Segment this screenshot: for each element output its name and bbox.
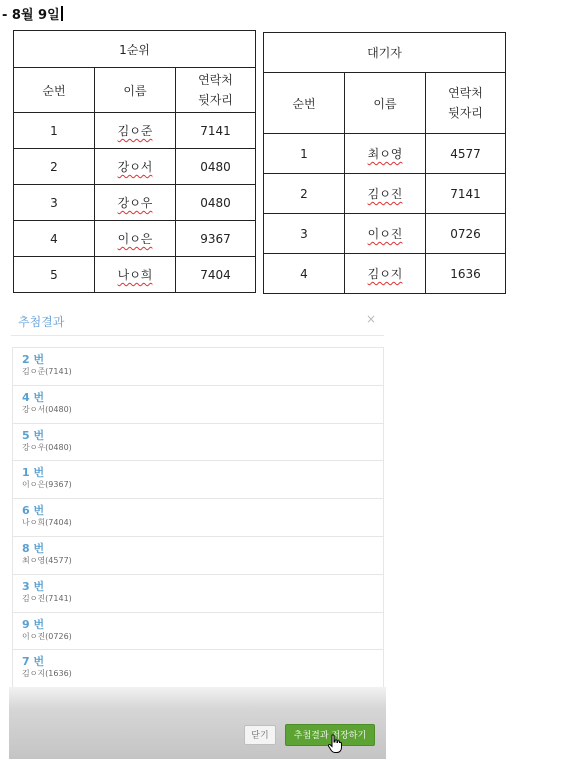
save-results-button[interactable]: 추첨결과 저장하기 [285, 724, 375, 746]
cell-name: 이ㅇ진 [367, 227, 403, 241]
close-icon[interactable]: × [365, 312, 376, 326]
item-name: 나ㅇ희(7404) [22, 518, 72, 528]
cell-name: 강ㅇ우 [117, 196, 153, 210]
header-cell: 순번 [264, 73, 345, 134]
cell-phone: 9367 [176, 221, 256, 257]
text-caret [61, 6, 63, 21]
hand-pointer-icon [327, 734, 343, 754]
item-name: 김ㅇ지(1636) [22, 669, 72, 679]
cell-order: 2 [264, 174, 345, 214]
first-priority-table [13, 30, 256, 293]
list-item [13, 613, 383, 651]
item-name: 강ㅇ우(0480) [22, 442, 72, 452]
modal-divider [11, 335, 384, 336]
item-number: 6 번 [22, 504, 45, 518]
cell-order: 2 [14, 149, 95, 185]
table-title: 1순위 [14, 31, 256, 68]
cell-name: 김ㅇ진 [367, 187, 403, 201]
cell-order: 4 [14, 221, 95, 257]
header-cell: 연락처 뒷자리 [176, 68, 256, 113]
cell-order: 1 [14, 113, 95, 149]
item-number: 2 번 [22, 353, 45, 366]
item-name: 이ㅇ진(0726) [22, 631, 72, 641]
cell-phone: 7141 [176, 113, 256, 149]
table-title: 대기자 [264, 33, 506, 73]
list-item [13, 650, 383, 688]
draw-result-modal [9, 304, 386, 759]
cell-order: 3 [264, 214, 345, 254]
cell-name: 이ㅇ은 [117, 232, 153, 246]
header-cell: 연락처 뒷자리 [426, 73, 506, 134]
item-number: 3 번 [22, 579, 45, 593]
item-name: 김ㅇ진(7141) [22, 593, 72, 603]
header-cell: 이름 [95, 68, 176, 113]
waiting-list-table [263, 32, 506, 294]
cell-name: 강ㅇ서 [117, 160, 153, 174]
cell-phone: 0480 [176, 185, 256, 221]
list-item [13, 575, 383, 613]
list-item [13, 537, 383, 575]
cell-phone: 0726 [426, 214, 506, 254]
cell-order: 1 [264, 134, 345, 174]
modal-title: 추첨결과 [18, 315, 65, 329]
item-name: 김ㅇ준(7141) [22, 367, 72, 376]
page-heading: - 8월 9일 [2, 4, 63, 23]
list-item [13, 348, 383, 386]
cell-name: 나ㅇ희 [117, 268, 153, 282]
cell-phone: 7404 [176, 257, 256, 293]
item-name: 최ㅇ영(4577) [22, 555, 72, 565]
cell-name: 최ㅇ영 [367, 147, 403, 161]
cell-order: 4 [264, 254, 345, 294]
item-number: 4 번 [22, 390, 45, 404]
header-cell: 이름 [345, 73, 426, 134]
cell-order: 3 [14, 185, 95, 221]
result-list[interactable] [12, 347, 384, 687]
item-number: 8 번 [22, 541, 45, 555]
item-number: 1 번 [22, 466, 45, 480]
cell-phone: 4577 [426, 134, 506, 174]
cell-phone: 1636 [426, 254, 506, 294]
item-number: 7 번 [22, 655, 45, 669]
close-button[interactable]: 닫기 [244, 725, 276, 745]
cell-phone: 7141 [426, 174, 506, 214]
list-item [13, 499, 383, 537]
list-item [13, 461, 383, 499]
header-cell: 순번 [14, 68, 95, 113]
cell-name: 김ㅇ지 [367, 267, 403, 281]
cell-phone: 0480 [176, 149, 256, 185]
item-number: 9 번 [22, 617, 45, 631]
item-name: 이ㅇ은(9367) [22, 480, 72, 490]
list-item [13, 424, 383, 462]
item-name: 강ㅇ서(0480) [22, 404, 72, 414]
cell-name: 김ㅇ준 [117, 124, 153, 138]
item-number: 5 번 [22, 428, 45, 442]
list-item [13, 386, 383, 424]
cell-order: 5 [14, 257, 95, 293]
